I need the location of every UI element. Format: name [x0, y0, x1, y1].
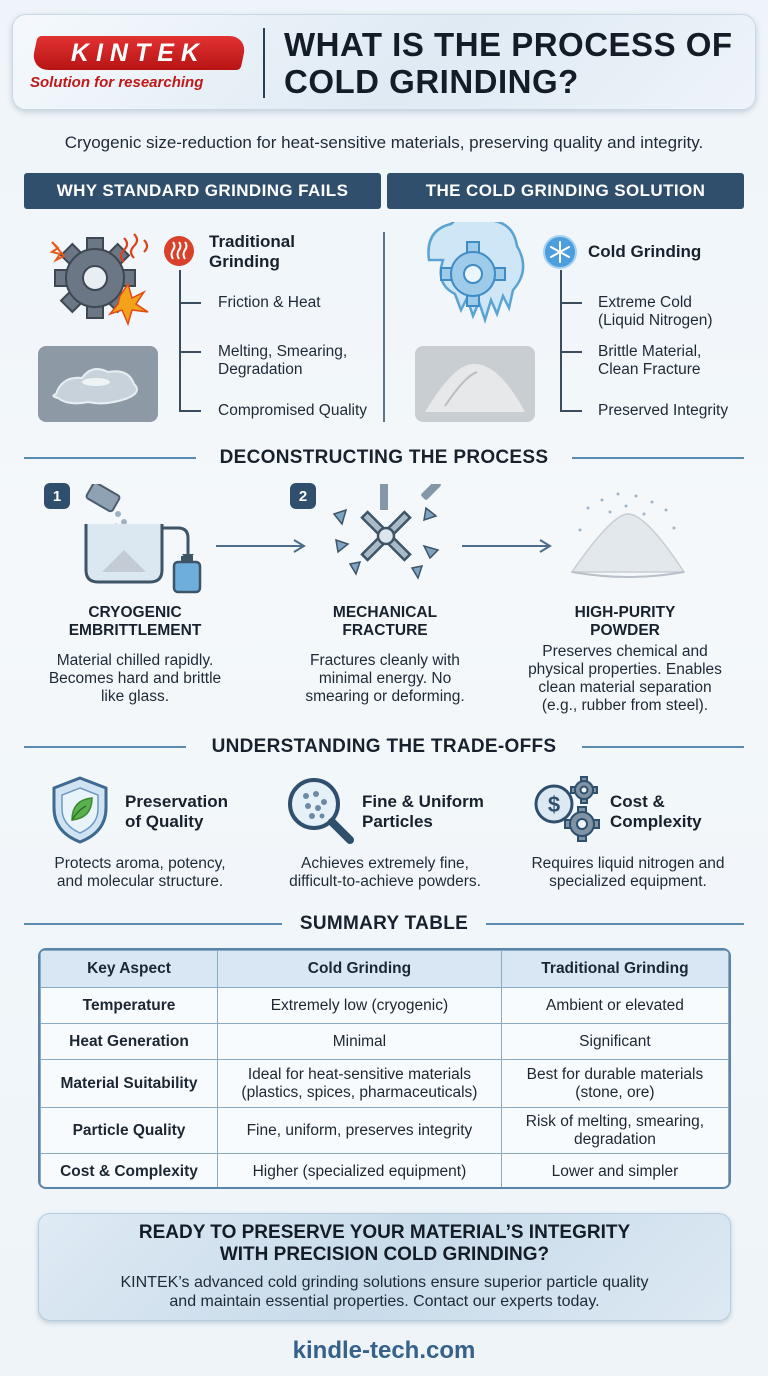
powder-pile-icon — [415, 346, 535, 422]
left-item-melting: Melting, Smearing, — [218, 343, 348, 360]
header-traditional-grinding: Traditional Grinding — [501, 951, 728, 988]
left-item-compromised: Compromised Quality — [218, 402, 368, 419]
header-key-aspect: Key Aspect — [41, 951, 218, 988]
cost-gears-icon — [532, 774, 604, 846]
left-item-degradation: Degradation — [218, 361, 303, 378]
row-label: Temperature — [41, 988, 218, 1024]
section-rule — [486, 923, 744, 925]
cell-cold: Extremely low (cryogenic) — [218, 988, 502, 1024]
section-rule — [24, 457, 196, 459]
row-label: Cost & Complexity — [41, 1154, 218, 1190]
step3-description: Preserves chemical and physical properties. Enables clean material separation (e.g., rubber from steel). — [528, 643, 722, 714]
table-row — [41, 1154, 729, 1190]
cell-traditional: Lower and simpler — [501, 1154, 728, 1190]
page-title: WHAT IS THE PROCESS OF COLD GRINDING? — [284, 26, 733, 100]
table-row — [41, 1060, 729, 1108]
powder-icon — [568, 488, 688, 580]
shield-leaf-icon — [48, 774, 112, 846]
kintek-logo: KINTEK — [30, 36, 247, 70]
step1-title: CRYOGENIC EMBRITTLEMENT — [68, 604, 202, 639]
left-item-friction: Friction & Heat — [218, 294, 321, 311]
row-label: Heat Generation — [41, 1024, 218, 1060]
cell-cold: Higher (specialized equipment) — [218, 1154, 502, 1190]
right-item-liquid-nitrogen: (Liquid Nitrogen) — [598, 312, 713, 329]
tradeoff1-title: Preservation of Quality — [125, 792, 228, 831]
cell-traditional: Risk of melting, smearing, degradation — [501, 1108, 728, 1154]
step3-title: HIGH-PURITY POWDER — [574, 604, 676, 639]
process-section-title: DECONSTRUCTING THE PROCESS — [219, 447, 549, 468]
tradeoff1-description: Protects aroma, potency, and molecular structure. — [54, 855, 226, 890]
step1-description: Material chilled rapidly. Becomes hard and brittle like glass. — [48, 652, 222, 705]
cell-cold: Fine, uniform, preserves integrity — [218, 1108, 502, 1154]
summary-section-title: SUMMARY TABLE — [299, 913, 469, 934]
right-item-brittle: Brittle Material, — [598, 343, 702, 360]
arrow-right-icon — [216, 538, 308, 554]
arrow-right-icon — [462, 538, 554, 554]
tradeoff2-description: Achieves extremely fine, difficult-to-achieve powders. — [289, 855, 481, 890]
right-tree-line — [560, 270, 562, 412]
embrittlement-icon — [78, 484, 202, 594]
cta-title: READY TO PRESERVE YOUR MATERIAL’S INTEGRITY WITH PRECISION COLD GRINDING? — [138, 1222, 631, 1265]
tradeoffs-section-title: UNDERSTANDING THE TRADE-OFFS — [211, 736, 557, 757]
section-rule — [24, 923, 282, 925]
tradeoff2-title: Fine & Uniform Particles — [362, 792, 484, 831]
table-row — [41, 988, 729, 1024]
header-divider — [263, 28, 265, 98]
tradeoff3-description: Requires liquid nitrogen and specialized equipment. — [531, 855, 725, 890]
left-tree-line — [179, 270, 181, 412]
svg-text:$: $ — [547, 792, 561, 817]
header-cold-grinding: Cold Grinding — [218, 951, 502, 988]
cell-cold: Ideal for heat-sensitive materials (plastics, spices, pharmaceuticals) — [218, 1060, 502, 1108]
step2-title: MECHANICAL FRACTURE — [332, 604, 438, 639]
cell-traditional: Best for durable materials (stone, ore) — [501, 1060, 728, 1108]
row-label: Material Suitability — [41, 1060, 218, 1108]
right-item-preserved: Preserved Integrity — [598, 402, 729, 419]
website-link[interactable]: kindle-tech.com — [292, 1337, 476, 1364]
section-rule — [572, 457, 744, 459]
magnifier-particles-icon — [284, 774, 356, 846]
frozen-gear-icon — [418, 222, 528, 332]
banner-why-fails: WHY STANDARD GRINDING FAILS — [24, 173, 381, 209]
fracture-icon — [326, 484, 444, 580]
cell-traditional: Significant — [501, 1024, 728, 1060]
summary-table — [38, 948, 731, 1189]
right-item-clean-fracture: Clean Fracture — [598, 361, 701, 378]
table-row — [41, 1108, 729, 1154]
tradeoff3-title: Cost & Complexity — [610, 792, 702, 831]
column-divider — [383, 232, 385, 422]
page-subtitle: Cryogenic size-reduction for heat-sensitive materials, preserving quality and integrity. — [64, 133, 704, 152]
table-row — [41, 1024, 729, 1060]
traditional-grinding-title: Traditional Grinding — [209, 232, 295, 271]
logo-tagline: Solution for researching — [30, 74, 204, 91]
snowflake-icon — [543, 235, 577, 269]
heat-icon — [163, 235, 195, 267]
step-number-badge: 1 — [44, 483, 70, 509]
section-rule — [24, 746, 186, 748]
cell-cold: Minimal — [218, 1024, 502, 1060]
step2-description: Fractures cleanly with minimal energy. No smearing or deforming. — [305, 652, 465, 705]
table-header-row — [41, 951, 729, 988]
melted-material-icon — [38, 346, 158, 422]
row-label: Particle Quality — [41, 1108, 218, 1154]
section-rule — [582, 746, 744, 748]
banner-cold-solution: THE COLD GRINDING SOLUTION — [387, 173, 744, 209]
hot-gear-icon — [40, 226, 160, 326]
step-number-badge: 2 — [290, 483, 316, 509]
cta-text: KINTEK’s advanced cold grinding solutions ensure superior particle quality and maintain essential properties. Contact our experts today. — [120, 1274, 649, 1310]
right-item-extreme-cold: Extreme Cold — [598, 294, 692, 311]
cell-traditional: Ambient or elevated — [501, 988, 728, 1024]
cold-grinding-title: Cold Grinding — [588, 242, 702, 261]
